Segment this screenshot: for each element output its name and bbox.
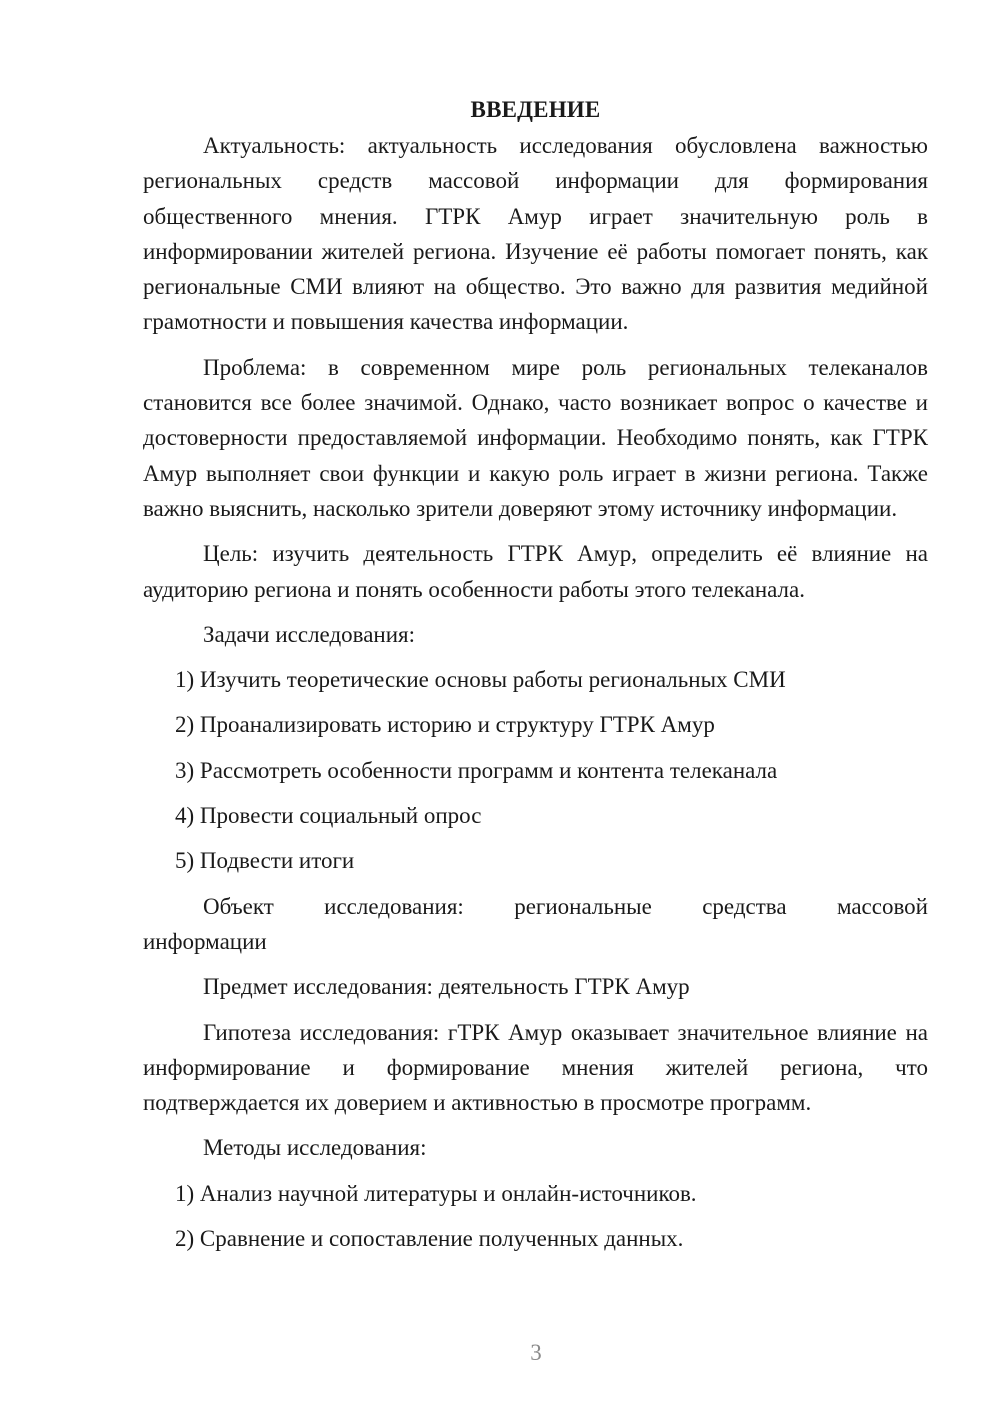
object-word: исследования: [324,893,464,919]
list-item: 1) Анализ научной литературы и онлайн-источников. [175,1180,697,1206]
list-item: 1) Изучить теоретические основы работы региональных СМИ [175,667,786,693]
list-item: 4) Провести социальный опрос [175,803,482,829]
list-item: 3) Рассмотреть особенности программ и контента телеканала [175,757,778,783]
tasks-heading: Задачи исследования: [203,621,416,647]
list-item: 5) Подвести итоги [175,848,355,874]
object-word: Объект [203,893,274,919]
page-title: ВВЕДЕНИЕ [470,97,601,122]
document-body [143,92,928,1256]
hypothesis-paragraph: Гипотеза исследования: гТРК Амур оказывает значительное влияние на информирование и формирование мнения жителей региона, что подтверждается их доверием и активностью в просмотре программ. [143,1019,928,1116]
object-word: массовой [836,893,928,919]
methods-heading: Методы исследования: [203,1135,427,1161]
methods-list [143,1176,928,1257]
subject-paragraph: Предмет исследования: деятельность ГТРК Амур [203,974,690,1000]
problem-paragraph: Проблема: в современном мире роль региональных телеканалов становится все более значимой. Однако, часто возникает вопрос о качестве и достоверности предоставляемой информации. Необходимо понять, как ГТРК Амур выполняет свои функции и какую роль играет в жизни региона. Также важно выяснить, насколько зрители доверяют этому источнику информации. [143,354,928,521]
object-word: средства [702,893,787,919]
object-word: региональные [514,893,652,919]
goal-paragraph: Цель: изучить деятельность ГТРК Амур, определить её влияние на аудиторию региона и понять особенности работы этого телеканала. [143,541,928,602]
object-first-line [143,889,928,924]
page-number: 3 [530,1340,542,1365]
list-item: 2) Сравнение и сопоставление полученных данных. [175,1226,684,1252]
object-paragraph [143,889,928,960]
object-second-line: информации [143,928,267,954]
list-item: 2) Проанализировать историю и структуру ГТРК Амур [175,712,715,738]
relevance-paragraph: Актуальность: актуальность исследования обусловлена важностью региональных средств массовой информации для формирования общественного мнения. ГТРК Амур играет значительную роль в информировании жителей региона. Изучение её работы помогает понять, как региональные СМИ влияют на общество. Это важно для развития медийной грамотности и повышения качества информации. [143,133,928,335]
tasks-list [143,662,928,878]
